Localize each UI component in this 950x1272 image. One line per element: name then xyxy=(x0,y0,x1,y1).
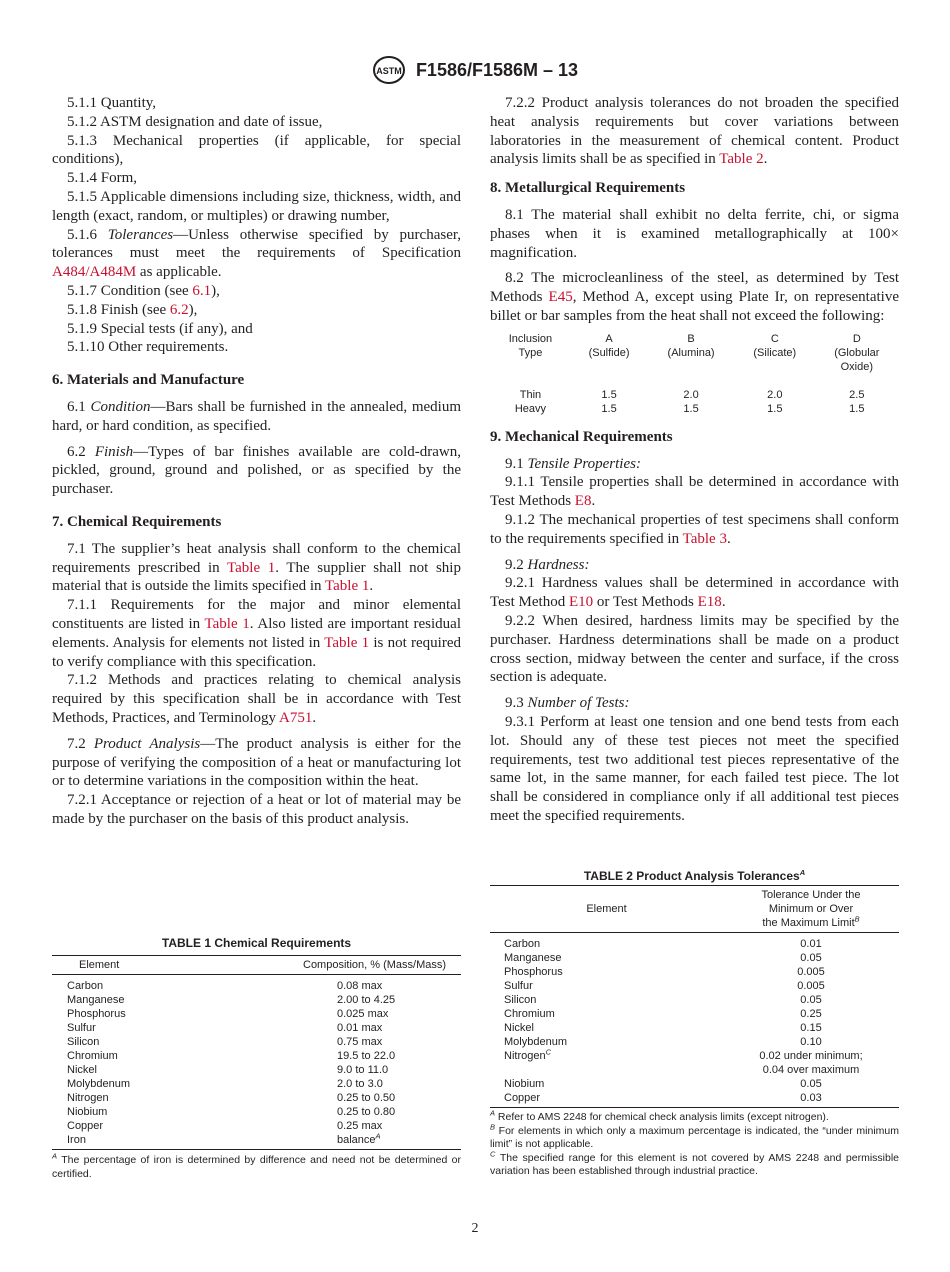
table-row xyxy=(490,993,899,1007)
para-7-2-1: 7.2.1 Acceptance or rejection of a heat or lot of material may be made by the purchaser on the basis of this product analysis. xyxy=(52,792,461,827)
para-6-2: 6.2 Finish—Types of bar finishes available are cold-drawn, pickled, ground, ground and polished, or as specified by the purchaser. xyxy=(52,443,462,498)
tolerance-cell: 0.03 xyxy=(800,1092,822,1104)
composition-cell: 2.00 to 4.25 xyxy=(337,994,396,1006)
link-e8[interactable]: E8 xyxy=(574,493,592,510)
table-2-title: TABLE 2 Product Analysis Tolerances$^A$ xyxy=(583,868,806,883)
para-7-1-1: 7.1.1 Requirements for the major and minor elemental constituents are listed in Table 1. Also listed are important residual elements. Analysis for elements not listed in Table 1 is not required to verify compliance with this specification. xyxy=(52,597,461,670)
left-column xyxy=(52,94,461,829)
composition-cell: 0.25 to 0.80 xyxy=(337,1106,396,1118)
right-column xyxy=(490,94,899,826)
inclusion-cell: 2.0 xyxy=(683,388,699,401)
para-9-2-1: 9.2.1 Hardness values shall be determined in accordance with Test Method E10 or Test Methods E18. xyxy=(490,575,899,611)
table-row xyxy=(52,1063,461,1077)
element-cell: Nickel xyxy=(67,1064,97,1076)
para-7-2-2: 7.2.2 Product analysis tolerances do not broaden the specified heat analysis requirements but cover variations between laboratories in the measurement of chemical content. Product analysis limits shall be as specified in Table 2. xyxy=(490,95,899,168)
para-8-1: 8.1 The material shall exhibit no delta ferrite, chi, or sigma phases when it is examined metallographically at 100× magnification. xyxy=(490,206,899,261)
table-row xyxy=(490,1007,899,1021)
tolerance-cell: 0.02 under minimum; 0.04 over maximum xyxy=(759,1050,863,1076)
tolerance-cell: 0.005 xyxy=(797,966,825,978)
section-7-title: 7. Chemical Requirements xyxy=(52,513,222,530)
list-item: 5.1.2 ASTM designation and date of issue, xyxy=(67,113,323,130)
tolerance-cell: 0.05 xyxy=(800,952,822,964)
inclusion-cell: 1.5 xyxy=(849,402,865,415)
section-9-title: 9. Mechanical Requirements xyxy=(490,428,673,445)
element-cell: Silicon xyxy=(504,994,537,1006)
composition-cell: balance$^A$ xyxy=(337,1131,381,1146)
link-e18[interactable]: E18 xyxy=(697,594,722,611)
inclusion-cell: 1.5 xyxy=(601,388,617,401)
table-2-header-tolerance: Tolerance Under the Minimum or Over the Maximum Limit$^B$ xyxy=(723,886,899,933)
table-row xyxy=(52,1077,461,1091)
table-1-header-element: Element xyxy=(52,956,249,975)
table-row xyxy=(490,965,899,979)
table-row xyxy=(490,1077,899,1091)
table-2-block xyxy=(490,869,899,1179)
section-6-title: 6. Materials and Manufacture xyxy=(52,372,245,389)
table-row xyxy=(490,951,899,965)
table-row xyxy=(52,1105,461,1119)
inclusion-cell: 2.5 xyxy=(849,388,865,401)
para-9-3: 9.3 Number of Tests: xyxy=(505,695,630,712)
link-6-1[interactable]: 6.1 xyxy=(192,282,212,299)
link-e10[interactable]: E10 xyxy=(568,594,594,611)
element-cell: Chromium xyxy=(67,1050,118,1062)
inclusion-table xyxy=(490,332,899,416)
inclusion-row xyxy=(490,388,899,402)
page-header xyxy=(0,55,950,85)
inclusion-header: A (Sulfide) xyxy=(588,332,630,359)
link-e45[interactable]: E45 xyxy=(548,289,573,306)
table-row xyxy=(52,975,461,994)
composition-cell: 0.01 max xyxy=(337,1022,383,1034)
tolerance-cell: 0.15 xyxy=(800,1022,822,1034)
para-9-1-2: 9.1.2 The mechanical properties of test specimens shall conform to the requirements specified in Table 3. xyxy=(490,511,899,547)
element-cell: Iron xyxy=(67,1134,86,1146)
inclusion-header: C (Silicate) xyxy=(753,332,797,359)
element-cell: Niobium xyxy=(67,1106,108,1118)
composition-cell: 19.5 to 22.0 xyxy=(337,1050,396,1062)
para-7-1-2: 7.1.2 Methods and practices relating to chemical analysis required by this specification shall be in accordance with Test Methods, Practices, and Terminology A751. xyxy=(52,672,461,726)
para-6-1: 6.1 Condition—Bars shall be furnished in the annealed, medium hard, or hard condition, as specified. xyxy=(52,398,462,434)
tolerance-cell: 0.05 xyxy=(800,1078,822,1090)
para-9-1: 9.1 Tensile Properties: xyxy=(505,455,641,472)
inclusion-cell: 1.5 xyxy=(767,402,783,415)
composition-cell: 2.0 to 3.0 xyxy=(337,1078,383,1090)
element-cell: Phosphorus xyxy=(504,966,563,978)
inclusion-header: Inclusion Type xyxy=(508,332,553,359)
item-5-1-7: 5.1.7 Condition (see 6.1), xyxy=(67,282,220,299)
table-row xyxy=(52,1049,461,1063)
list-item: 5.1.3 Mechanical properties (if applicable, for special conditions), xyxy=(52,132,462,168)
list-item: 5.1.4 Form, xyxy=(67,170,138,187)
table-2-footnote: $^C$ The specified range for this element is not covered by AMS 2248 and permissible variation has been established through industrial practice. xyxy=(490,1149,899,1177)
table-1-footnote: $^A$ The percentage of iron is determined by difference and need not be determined or certified. xyxy=(52,1151,461,1180)
composition-cell: 0.75 max xyxy=(337,1036,383,1048)
table-row xyxy=(52,1119,461,1133)
item-5-1-8: 5.1.8 Finish (see 6.2), xyxy=(67,301,198,318)
link-table-1[interactable]: Table 1 xyxy=(324,634,370,651)
element-cell: Copper xyxy=(504,1092,541,1104)
element-cell: Nickel xyxy=(504,1022,534,1034)
table-1 xyxy=(52,955,461,1150)
para-7-1: 7.1 The supplier’s heat analysis shall conform to the chemical requirements prescribed in Table 1. The supplier shall not ship material that is outside the limits specified in Table 1. xyxy=(52,540,461,595)
table-1-block xyxy=(52,936,461,1181)
item-5-1-10: 5.1.10 Other requirements. xyxy=(67,339,229,356)
element-cell: Carbon xyxy=(504,938,541,950)
item-5-1-6: 5.1.6 Tolerances—Unless otherwise specified by purchaser, tolerances must meet the requirements of Specification A484/A484M as applicable. xyxy=(52,226,461,281)
composition-cell: 9.0 to 11.0 xyxy=(337,1064,389,1076)
element-cell: Niobium xyxy=(504,1078,545,1090)
element-cell: Nitrogen$^C$ xyxy=(504,1047,551,1062)
element-cell: Silicon xyxy=(67,1036,100,1048)
link-6-2[interactable]: 6.2 xyxy=(169,301,189,318)
para-9-2-2: 9.2.2 When desired, hardness limits may be specified by the purchaser. Hardness determinations shall be made on a product cross section, midway between the center and surface, if the cross section is adequate. xyxy=(490,612,899,686)
table-row xyxy=(490,1035,899,1049)
link-table-2[interactable]: Table 2 xyxy=(719,151,764,168)
tolerance-cell: 0.25 xyxy=(800,1008,822,1020)
element-cell: Manganese xyxy=(504,952,562,964)
table-row xyxy=(52,1035,461,1049)
designation: F1586/F1586M – 13 xyxy=(415,59,579,80)
table-1-header-composition: Composition, % (Mass/Mass) xyxy=(249,956,461,975)
table-row xyxy=(52,1091,461,1105)
element-cell: Nitrogen xyxy=(67,1092,109,1104)
inclusion-row xyxy=(490,402,899,416)
link-table-1[interactable]: Table 1 xyxy=(325,578,370,595)
para-7-2: 7.2 Product Analysis—The product analysis is either for the purpose of verifying the composition of a heat or manufacturing lot or to determine variations in the composition within the heat. xyxy=(52,735,461,790)
composition-cell: 0.25 max xyxy=(337,1120,383,1132)
tolerance-cell: 0.005 xyxy=(797,980,825,992)
table-2-footnote: $^B$ For elements in which only a maximum percentage is indicated, the “under minimum limit” is not applicable. xyxy=(490,1122,899,1150)
link-a751[interactable]: A751 xyxy=(278,709,313,726)
element-cell: Molybdenum xyxy=(504,1036,567,1048)
table-2 xyxy=(490,885,899,1108)
section-5-list xyxy=(52,94,461,226)
inclusion-cell: 1.5 xyxy=(683,402,699,415)
para-8-2: 8.2 The microcleanliness of the steel, as determined by Test Methods E45, Method A, except using Plate Ir, on representative billet or bar samples from the heat shall not exceed the following: xyxy=(490,270,899,324)
list-item: 5.1.5 Applicable dimensions including size, thickness, width, and length (exact, random, or multiples) or drawing number, xyxy=(52,188,461,224)
link-table-3[interactable]: Table 3 xyxy=(682,530,727,547)
inclusion-header: D (Globular Oxide) xyxy=(834,332,880,373)
element-cell: Sulfur xyxy=(504,980,533,992)
link-table-1[interactable]: Table 1 xyxy=(204,615,250,632)
table-row xyxy=(490,979,899,993)
table-row xyxy=(52,993,461,1007)
composition-cell: 0.025 max xyxy=(337,1008,389,1020)
inclusion-cell: Thin xyxy=(519,388,542,401)
para-9-1-1: 9.1.1 Tensile properties shall be determined in accordance with Test Methods E8. xyxy=(490,474,899,510)
tolerance-cell: 0.05 xyxy=(800,994,822,1006)
element-cell: Manganese xyxy=(67,994,125,1006)
element-cell: Molybdenum xyxy=(67,1078,130,1090)
section-8-title: 8. Metallurgical Requirements xyxy=(490,180,686,197)
table-row xyxy=(490,1091,899,1108)
table-2-footnotes xyxy=(490,1108,899,1179)
table-2-footnote: $^A$ Refer to AMS 2248 for chemical check analysis limits (except nitrogen). xyxy=(490,1108,829,1123)
link-a484[interactable]: A484/A484M xyxy=(52,264,137,281)
inclusion-header: B (Alumina) xyxy=(667,332,715,359)
element-cell: Sulfur xyxy=(67,1022,96,1034)
table-row xyxy=(52,1133,461,1150)
link-table-1[interactable]: Table 1 xyxy=(227,559,276,576)
table-1-title: TABLE 1 Chemical Requirements xyxy=(161,936,352,950)
element-cell: Carbon xyxy=(67,980,104,992)
list-item: 5.1.1 Quantity, xyxy=(67,95,157,111)
table-2-header-element: Element xyxy=(490,886,723,933)
table-row xyxy=(490,1049,899,1077)
composition-cell: 0.08 max xyxy=(337,980,383,992)
inclusion-cell: 1.5 xyxy=(601,402,617,415)
item-5-1-9: 5.1.9 Special tests (if any), and xyxy=(67,320,253,337)
element-cell: Copper xyxy=(67,1120,104,1132)
page-number: 2 xyxy=(471,1221,479,1236)
table-row xyxy=(52,1021,461,1035)
table-row xyxy=(52,1007,461,1021)
para-9-3-1: 9.3.1 Perform at least one tension and one bend tests from each lot. Should any of these test pieces not meet the specified requirements, test two additional test pieces representative of the same lot, in the same manner, for each failed test piece. The lot shall be considered in compliance only if all additional test pieces meet the specified requirements. xyxy=(490,713,899,824)
inclusion-cell: 2.0 xyxy=(767,388,783,401)
astm-logo-icon xyxy=(372,55,406,85)
table-row xyxy=(490,933,899,952)
para-9-2: 9.2 Hardness: xyxy=(505,556,590,573)
inclusion-cell: Heavy xyxy=(514,402,547,415)
tolerance-cell: 0.01 xyxy=(800,938,822,950)
tolerance-cell: 0.10 xyxy=(800,1036,822,1048)
logo-text: ASTM xyxy=(376,66,402,76)
table-row xyxy=(490,1021,899,1035)
element-cell: Phosphorus xyxy=(67,1008,126,1020)
element-cell: Chromium xyxy=(504,1008,555,1020)
composition-cell: 0.25 to 0.50 xyxy=(337,1092,396,1104)
